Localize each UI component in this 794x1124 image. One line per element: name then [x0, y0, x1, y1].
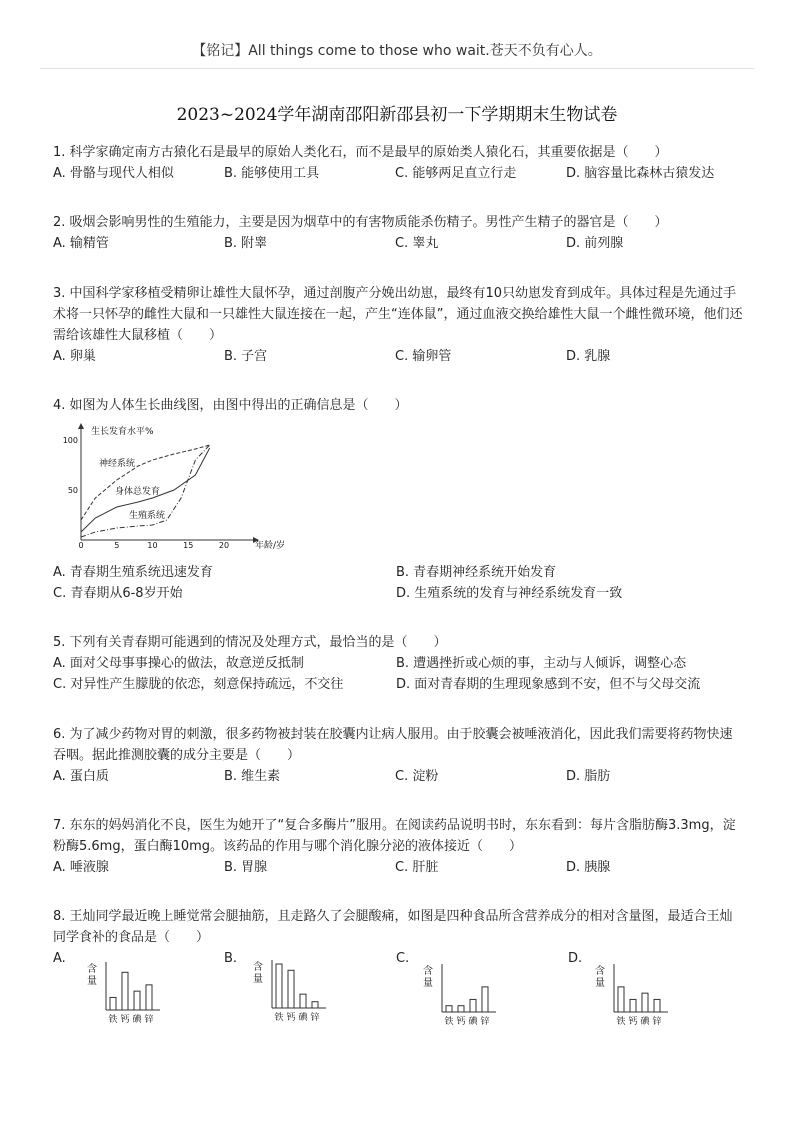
nutrient-bar-chart-b [248, 956, 332, 1026]
question-stem: 8. 王灿同学最近晚上睡觉常会腿抽筋，且走路久了会腿酸痛，如图是四种食品所含营养成分的相对含量图，最适合王灿同学食补的食品是（ ） [53, 909, 733, 945]
x-tick-label: 钙 [120, 1015, 130, 1025]
y-axis-label: 量 [253, 974, 263, 985]
y-axis-label: 含 [253, 962, 263, 973]
option-b[interactable]: B. 附睾 [224, 236, 268, 251]
question-stem: 1. 科学家确定南方古猿化石是最早的原始人类化石，而不是最早的原始类人猿化石，其重要依据是（ ） [53, 145, 668, 160]
x-tick-label: 碘 [640, 1017, 650, 1027]
question-7 [53, 815, 743, 878]
y-tick-label: 100 [62, 436, 78, 445]
bar [312, 1002, 318, 1008]
option-b[interactable]: B. 遭遇挫折或心烦的事，主动与人倾诉，调整心态 [396, 656, 687, 671]
bar [134, 991, 140, 1010]
bar [482, 987, 488, 1012]
question-stem: 2. 吸烟会影响男性的生殖能力，主要是因为烟草中的有害物质能杀伤精子。男性产生精子的器官是（ ） [53, 215, 668, 230]
bar [276, 964, 282, 1008]
bar [654, 999, 660, 1012]
bar [618, 987, 624, 1012]
y-axis-arrow-icon [78, 423, 84, 429]
option-a[interactable]: A. 卵巢 [53, 349, 96, 364]
option-d[interactable]: D. 乳腺 [566, 349, 611, 364]
bar [300, 994, 306, 1008]
y-axis-label: 量 [423, 978, 433, 989]
y-tick-label: 50 [67, 486, 78, 495]
option-d[interactable]: D. 脂肪 [566, 769, 611, 784]
options-row [53, 163, 743, 184]
option-b[interactable]: B. [224, 951, 238, 966]
nutrient-bar-chart-c [418, 960, 502, 1030]
question-stem: 4. 如图为人体生长曲线图，由图中得出的正确信息是（ ） [53, 398, 408, 413]
x-tick-label: 碘 [132, 1015, 142, 1025]
y-axis-label: 含 [87, 964, 97, 975]
question-2 [53, 212, 743, 254]
x-tick-label: 锌 [144, 1015, 154, 1025]
option-d[interactable]: D. 前列腺 [566, 236, 624, 251]
bar [110, 997, 116, 1010]
question-6 [53, 724, 743, 787]
x-tick-label: 钙 [456, 1017, 466, 1027]
option-c[interactable]: C. 睾丸 [395, 236, 439, 251]
question-stem: 6. 为了减少药物对胃的刺激，很多药物被封装在胶囊内让病人服用。由于胶囊会被唾液消化，因此我们需要将药物快速吞咽。据此推测胶囊的成分主要是（ ） [53, 727, 733, 763]
x-tick-label: 锌 [310, 1013, 320, 1023]
question-4 [53, 395, 743, 416]
options-row [53, 857, 743, 878]
x-tick-label: 20 [218, 541, 230, 550]
option-d[interactable]: D. 脑容量比森林古猿发达 [566, 166, 715, 181]
options-row [53, 233, 743, 254]
series-label: 神经系统 [99, 459, 136, 469]
option-b[interactable]: B. 维生素 [224, 769, 281, 784]
question-4-options [53, 562, 743, 604]
header-divider [40, 68, 754, 69]
bar [630, 999, 636, 1012]
option-c[interactable]: C. 能够两足直立行走 [395, 166, 517, 181]
y-axis-label: 含 [423, 966, 433, 977]
option-b[interactable]: B. 子宫 [224, 349, 268, 364]
series-label: 身体总发育 [115, 487, 161, 497]
option-a[interactable]: A. 面对父母事事操心的做法，故意逆反抵制 [53, 656, 304, 671]
option-a[interactable]: A. [53, 951, 66, 966]
x-tick-label: 10 [147, 541, 158, 550]
option-d[interactable]: D. 胰腺 [566, 860, 611, 875]
bar [642, 993, 648, 1012]
x-tick-label: 碘 [298, 1013, 308, 1023]
x-tick-label: 铁 [444, 1017, 454, 1027]
y-axis-label: 量 [87, 976, 97, 987]
option-a[interactable]: A. 唾液腺 [53, 860, 109, 875]
question-stem: 7. 东东的妈妈消化不良，医生为她开了“复合多酶片”服用。在阅读药品说明书时，东东看到：每片含脂肪酶3.3mg，淀粉酶5.6mg，蛋白酶10mg。该药品的作用与哪个消化腺分泌的液体接近（ ） [53, 818, 736, 854]
option-a[interactable]: A. 骨骼与现代人相似 [53, 166, 174, 181]
option-b[interactable]: B. 青春期神经系统开始发育 [396, 565, 557, 580]
x-tick-label: 锌 [652, 1017, 662, 1027]
question-stem: 5. 下列有关青春期可能遇到的情况及处理方式，最恰当的是（ ） [53, 635, 447, 650]
question-5 [53, 632, 743, 695]
x-tick-label: 钙 [286, 1013, 296, 1023]
option-d[interactable]: D. 面对青春期的生理现象感到不安，但不与父母交流 [396, 677, 701, 692]
x-tick-label: 钙 [628, 1017, 638, 1027]
x-tick-label: 铁 [108, 1015, 118, 1025]
options-row [53, 583, 743, 604]
nervous-system-curve [81, 445, 210, 520]
option-d[interactable]: D. 生殖系统的发育与神经系统发育一致 [396, 586, 623, 601]
x-tick-label: 锌 [480, 1017, 490, 1027]
options-row [53, 653, 743, 674]
y-axis-label: 量 [595, 978, 605, 989]
option-b[interactable]: B. 能够使用工具 [224, 166, 320, 181]
option-c[interactable]: C. [396, 951, 410, 966]
options-row [53, 766, 743, 787]
bar [458, 1006, 464, 1012]
question-3 [53, 283, 743, 367]
option-c[interactable]: C. 输卵管 [395, 349, 452, 364]
growth-curve-chart [55, 420, 315, 560]
x-axis-label: 年龄/岁 [255, 541, 286, 551]
x-tick-label: 0 [78, 541, 84, 550]
option-a[interactable]: A. 输精管 [53, 236, 109, 251]
page-title: 2023~2024学年湖南邵阳新邵县初一下学期期末生物试卷 [176, 105, 618, 125]
option-c[interactable]: C. 肝脏 [395, 860, 439, 875]
bar [122, 972, 128, 1010]
options-row [53, 346, 743, 367]
options-row [53, 674, 743, 695]
nutrient-bar-chart-a [82, 958, 166, 1028]
bar [288, 970, 294, 1008]
bar [146, 985, 152, 1010]
x-tick-label: 铁 [274, 1013, 284, 1023]
option-c[interactable]: C. 对异性产生朦胧的依恋，刻意保持疏远，不交往 [53, 677, 344, 692]
options-row [53, 562, 743, 583]
y-axis-label: 含 [595, 966, 605, 977]
x-tick-label: 5 [114, 541, 120, 550]
option-a[interactable]: A. 青春期生殖系统迅速发育 [53, 565, 213, 580]
question-1 [53, 142, 743, 184]
x-tick-label: 15 [183, 541, 194, 550]
x-tick-label: 铁 [616, 1017, 626, 1027]
option-c[interactable]: C. 青春期从6-8岁开始 [53, 586, 183, 601]
option-c[interactable]: C. 淀粉 [395, 769, 439, 784]
bar [446, 1006, 452, 1012]
nutrient-bar-chart-d [590, 960, 674, 1030]
option-a[interactable]: A. 蛋白质 [53, 769, 109, 784]
option-b[interactable]: B. 胃腺 [224, 860, 268, 875]
option-d[interactable]: D. [568, 951, 583, 966]
question-stem: 3. 中国科学家移植受精卵让雄性大鼠怀孕，通过剖腹产分娩出幼崽，最终有10只幼崽发育到成年。具体过程是先通过手术将一只怀孕的雌性大鼠和一只雄性大鼠连接在一起，产生“连体鼠”，通过血液交换给雄性大鼠一个雌性微环境，他们还需给该雄性大鼠移植（ ） [53, 286, 743, 343]
question-8 [53, 906, 743, 948]
x-tick-label: 碘 [468, 1017, 478, 1027]
header-motto: 【铭记】All things come to those who wait.苍天不负有心人。 [192, 43, 602, 59]
y-axis-label: 生长发育水平% [91, 427, 154, 437]
bar [470, 999, 476, 1012]
series-label: 生殖系统 [129, 511, 166, 521]
